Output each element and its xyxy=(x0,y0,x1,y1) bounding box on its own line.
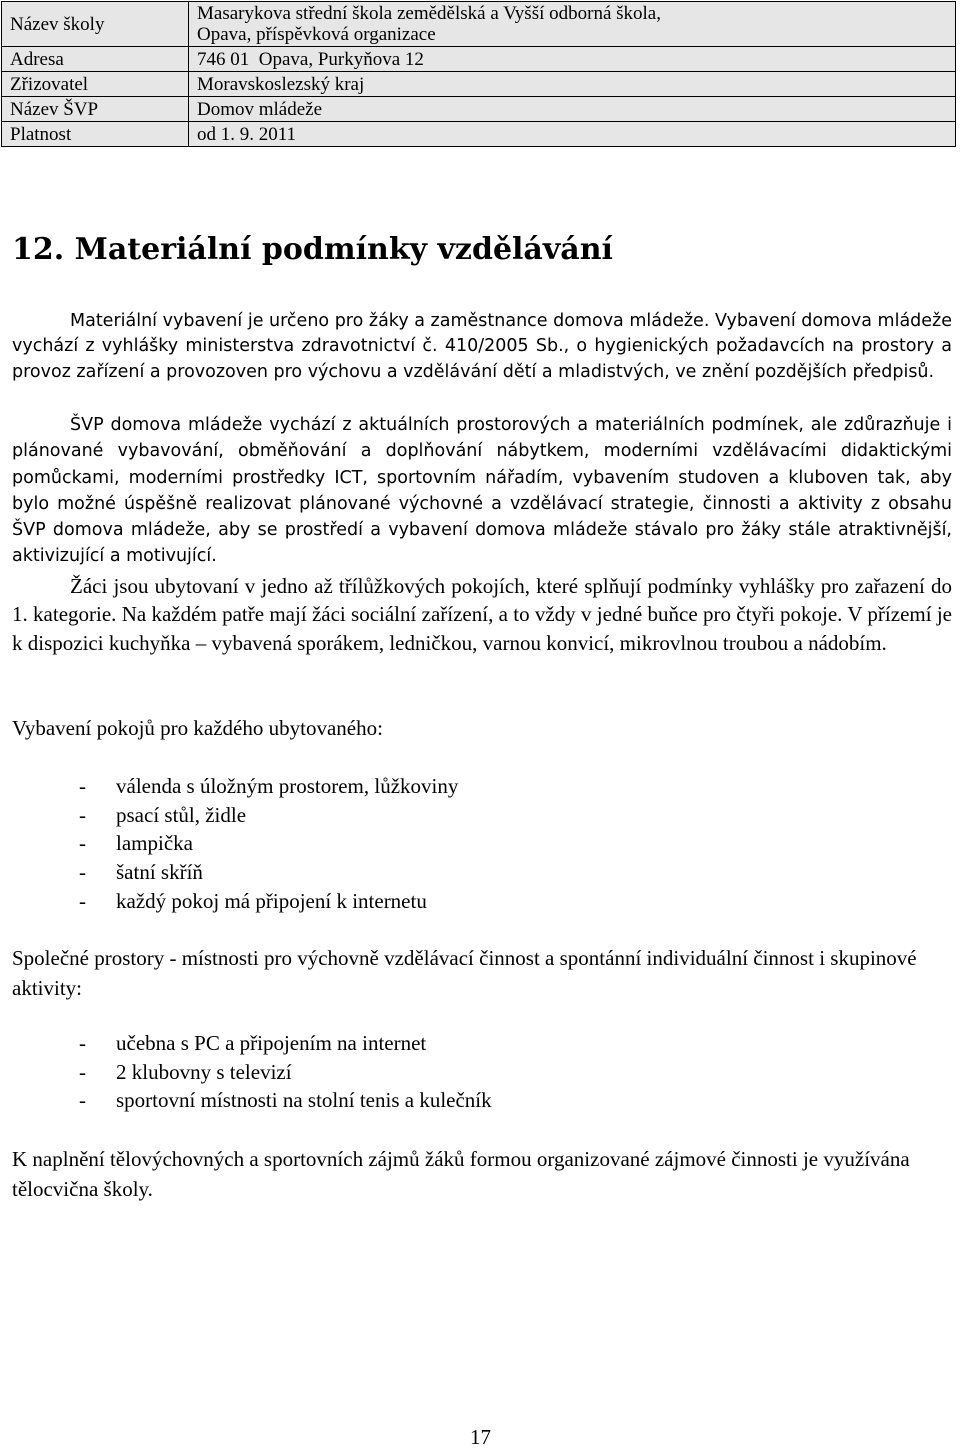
list-item xyxy=(12,1029,492,1058)
table-row xyxy=(2,122,956,147)
list-item-text: lampička xyxy=(116,831,193,856)
label-address: Adresa xyxy=(2,47,189,72)
label-validity: Platnost xyxy=(2,122,189,147)
list-dash: - xyxy=(79,802,86,827)
list-dash: - xyxy=(79,831,86,856)
rooms-equipment-title: Vybavení pokojů pro každého ubytovaného: xyxy=(12,716,383,740)
rooms-equipment-list xyxy=(12,772,458,915)
table-row xyxy=(2,2,956,47)
label-founder: Zřizovatel xyxy=(2,72,189,97)
common-spaces-list xyxy=(12,1029,492,1115)
common-spaces-text: Společné prostory - místnosti pro výchovně vzdělávací činnost a spontánní individuální činnost i skupinové aktivity: xyxy=(12,946,917,1000)
list-item xyxy=(12,801,458,830)
paragraph-equipment-intro: Materiální vybavení je určeno pro žáky a zaměstnance domova mládeže. Vybavení domova mládeže vychází z vyhlášky ministerstva zdravotnictví č. 410/2005 Sb., o hygienických požadavcích na prostory a provoz zařízení a provozoven pro výchovu a vzdělávání dětí a mladistvých, ve znění pozdějších předpisů. xyxy=(12,311,952,382)
school-name-line2: Opava, příspěvková organizace xyxy=(197,24,436,45)
list-dash: - xyxy=(79,1059,86,1084)
label-school-name: Název školy xyxy=(2,2,189,47)
list-dash: - xyxy=(79,888,86,913)
list-dash: - xyxy=(79,1088,86,1113)
list-item xyxy=(12,858,458,887)
school-name-line1: Masarykova střední škola zemědělská a Vyšší odborná škola, xyxy=(197,3,661,24)
page-number: 17 xyxy=(470,1425,491,1449)
list-item xyxy=(12,887,458,916)
list-item xyxy=(12,1058,492,1087)
list-item-text: psací stůl, židle xyxy=(116,802,247,827)
school-info-table xyxy=(1,1,956,147)
value-address: 746 01 Opava, Purkyňova 12 xyxy=(189,47,956,72)
value-validity: od 1. 9. 2011 xyxy=(189,122,956,147)
list-item xyxy=(12,772,458,801)
value-founder: Moravskoslezský kraj xyxy=(189,72,956,97)
paragraph-accommodation: Žáci jsou ubytovaní v jedno až třílůžkových pokojích, které splňují podmínky vyhlášky pro zařazení do 1. kategorie. Na každém patře mají žáci sociální zařízení, a to vždy v jedné buňce pro čtyři pokoje. V přízemí je k dispozici kuchyňka – vybavená sporákem, ledničkou, varnou konvicí, mikrovlnou troubou a nádobím. xyxy=(12,574,952,655)
list-item-text: každý pokoj má připojení k internetu xyxy=(116,888,427,913)
list-dash: - xyxy=(79,860,86,885)
paragraph-svp-conditions: ŠVP domova mládeže vychází z aktuálních prostorových a materiálních podmínek, ale zdůrazňuje i plánované vybavování, obměňování a doplňování nábytkem, moderními vzdělávacími didaktickými pomůckami, moderními prostředky ICT, sportovním nářadím, vybavením studoven a kluboven tak, aby bylo možné úspěšně realizovat plánované výchovné a vzdělávací strategie, činnosti a aktivity z obsahu ŠVP domova mládeže, aby se prostředí a vybavení domova mládeže stávalo pro žáky stále atraktivnější, aktivizující a motivující. xyxy=(12,415,952,567)
closing-paragraph: K naplnění tělovýchovných a sportovních zájmů žáků formou organizované zájmové činnosti je využívána tělocvična školy. xyxy=(12,1147,910,1201)
section-heading: 12. Materiální podmínky vzdělávání xyxy=(12,232,613,267)
list-item-text: válenda s úložným prostorem, lůžkoviny xyxy=(116,774,459,798)
table-row xyxy=(2,97,956,122)
list-item-text: učebna s PC a připojením na internet xyxy=(116,1031,427,1055)
list-item-text: 2 klubovny s televizí xyxy=(116,1059,292,1084)
label-svp-name: Název ŠVP xyxy=(2,97,189,122)
table-row xyxy=(2,47,956,72)
list-item xyxy=(12,1086,492,1115)
list-item-text: šatní skříň xyxy=(116,860,203,885)
value-svp-name: Domov mládeže xyxy=(189,97,956,122)
list-item xyxy=(12,829,458,858)
table-row xyxy=(2,72,956,97)
list-item-text: sportovní místnosti na stolní tenis a kulečník xyxy=(116,1088,492,1113)
value-school-name xyxy=(189,2,956,47)
list-dash: - xyxy=(79,774,86,798)
list-dash: - xyxy=(79,1031,86,1055)
